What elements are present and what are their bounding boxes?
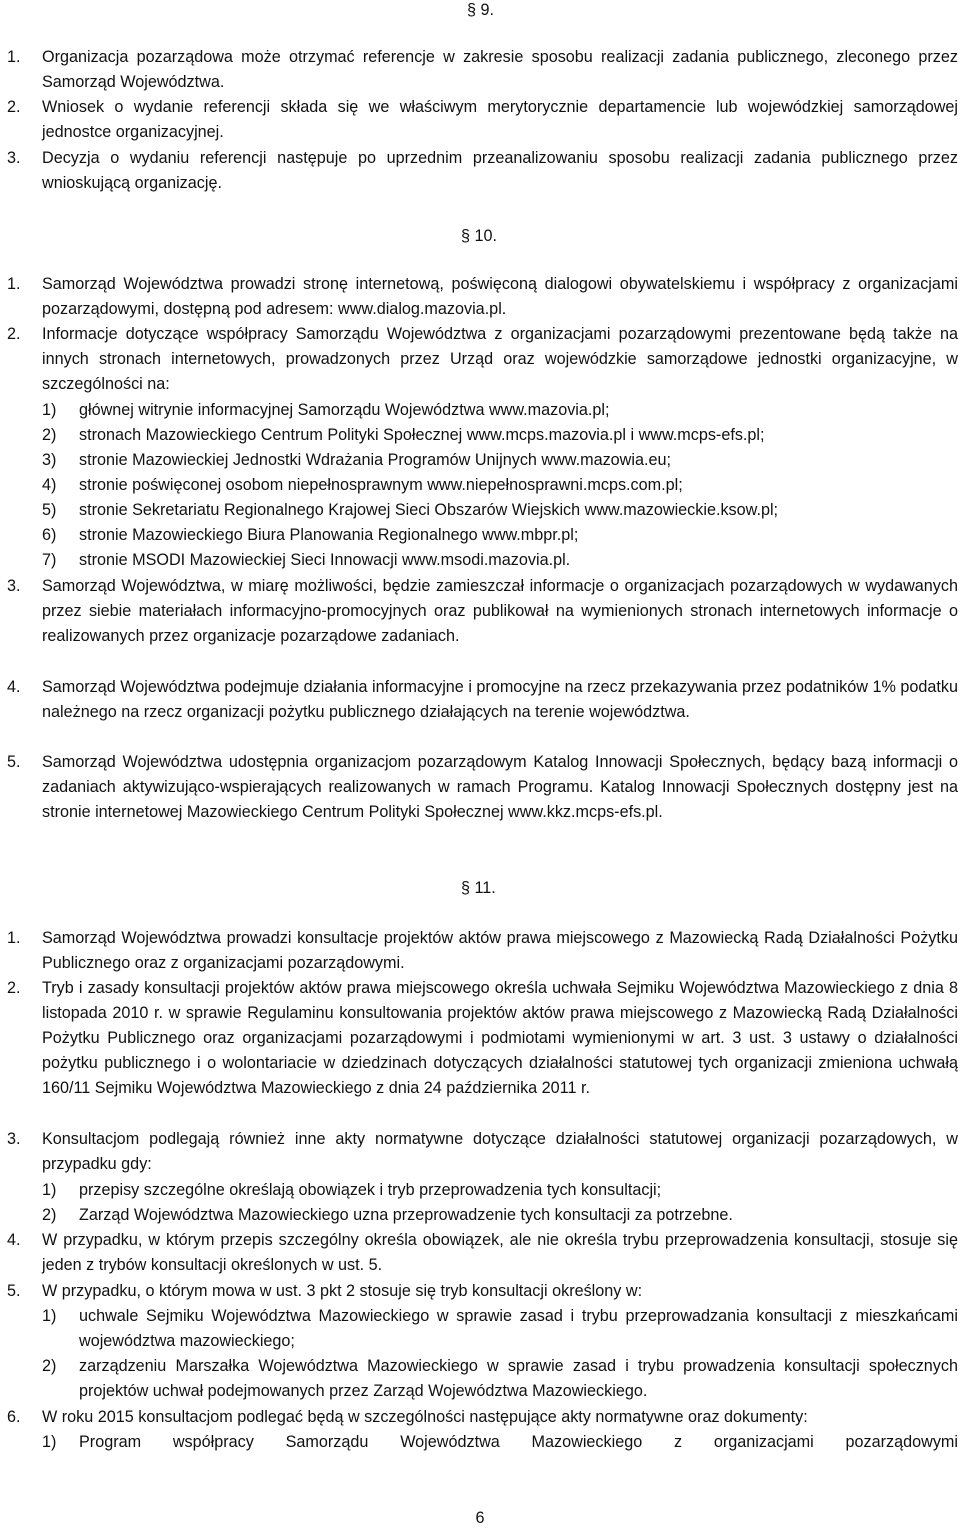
item-text: Decyzja o wydaniu referencji następuje po uprzednim przeanalizowaniu sposobu realizacji zadania publicznego przez wnioskującą organizację. xyxy=(42,149,958,192)
item-number: 2. xyxy=(7,979,21,997)
item-number: 3. xyxy=(7,577,21,595)
sub-item-number: 3) xyxy=(42,451,57,469)
sub-item-text: Program współpracy Samorządu Województwa Mazowieckiego z organizacjami pozarządowymi xyxy=(79,1433,958,1451)
sub-item-text: głównej witrynie informacyjnej Samorządu Województwa www.mazovia.pl; xyxy=(79,401,610,419)
sub-item-number: 1) xyxy=(42,1433,57,1451)
sub-item-number: 5) xyxy=(42,501,57,519)
sub-item-text: stronie MSODI Mazowieckiej Sieci Innowacji www.msodi.mazovia.pl. xyxy=(79,551,571,569)
sub-item-text: stronach Mazowieckiego Centrum Polityki Społecznej www.mcps.mazovia.pl i www.mcps-efs.pl; xyxy=(79,426,765,444)
sub-item-text: przepisy szczególne określają obowiązek i tryb przeprowadzenia tych konsultacji; xyxy=(79,1181,662,1199)
item-number: 3. xyxy=(7,1130,21,1148)
item-text: Wniosek o wydanie referencji składa się we właściwym merytorycznie departamencie lub wojewódzkiej samorządowej jednostce organizacyjnej. xyxy=(42,98,958,141)
item-number: 1. xyxy=(7,275,21,293)
sub-item-number: 2) xyxy=(42,426,57,444)
sub-item-text: stronie Mazowieckiego Biura Planowania Regionalnego www.mbpr.pl; xyxy=(79,526,579,544)
item-number: 4. xyxy=(7,1231,21,1249)
sub-item-number: 7) xyxy=(42,551,57,569)
sub-item-text: uchwale Sejmiku Województwa Mazowieckiego w sprawie zasad i trybu przeprowadzania konsultacji z mieszkańcami województwa mazowieckiego; xyxy=(79,1307,958,1350)
sub-item-number: 1) xyxy=(42,1307,57,1325)
item-text: Konsultacjom podlegają również inne akty normatywne dotyczące działalności statutowej organizacji pozarządowych, w przypadku gdy: xyxy=(42,1130,958,1173)
item-text: W roku 2015 konsultacjom podlegać będą w szczególności następujące akty normatywne oraz dokumenty: xyxy=(42,1408,808,1426)
item-number: 6. xyxy=(7,1408,21,1426)
item-text: Samorząd Województwa podejmuje działania informacyjne i promocyjne na rzecz przekazywania przez podatników 1% podatku należnego na rzecz organizacji pożytku publicznego działających na terenie województwa. xyxy=(42,678,958,721)
item-text: Samorząd Województwa prowadzi stronę internetową, poświęconą dialogowi obywatelskiemu i współpracy z organizacjami pozarządowymi, dostępną pod adresem: www.dialog.mazovia.pl. xyxy=(42,275,958,318)
item-text: Organizacja pozarządowa może otrzymać referencje w zakresie sposobu realizacji zadania publicznego, zleconego przez Samorząd Województwa. xyxy=(42,48,958,91)
sub-item-number: 2) xyxy=(42,1206,57,1224)
item-number: 5. xyxy=(7,753,21,771)
section-heading-10: § 10. xyxy=(461,227,498,245)
sub-item-number: 1) xyxy=(42,401,57,419)
sub-item-text: stronie Mazowieckiej Jednostki Wdrażania Programów Unijnych www.mazowia.eu; xyxy=(79,451,671,469)
section-heading-11: § 11. xyxy=(461,879,496,897)
item-number: 2. xyxy=(7,325,21,343)
sub-item-number: 4) xyxy=(42,476,57,494)
item-text: Tryb i zasady konsultacji projektów aktów prawa miejscowego określa uchwała Sejmiku Województwa Mazowieckiego z dnia 8 listopada 2010 r. w sprawie Regulaminu konsultowania projektów aktów prawa miejscowego z Mazowiecką Radą Działalności Pożytku Publicznego oraz organizacjami pozarządowymi i podmiotami wymienionymi w art. 3 ust. 3 ustawy o działalności pożytku publicznego i o wolontariacie w dziedzinach dotyczących działalności statutowej tych organizacji zmieniona uchwałą 160/11 Sejmiku Województwa Mazowieckiego z dnia 24 października 2011 r. xyxy=(42,979,958,1097)
sub-item-text: stronie poświęconej osobom niepełnosprawnym www.niepełnosprawni.mcps.com.pl; xyxy=(79,476,683,494)
sub-item-number: 1) xyxy=(42,1181,57,1199)
item-text: Samorząd Województwa udostępnia organizacjom pozarządowym Katalog Innowacji Społecznych, będący bazą informacji o zadaniach aktywizująco-wspierających realizowanych w ramach Programu. Katalog Innowacji Społecznych dostępny jest na stronie internetowej Mazowieckiego Centrum Polityki Społecznej www.kkz.mcps-efs.pl. xyxy=(42,753,958,821)
sub-item-text: zarządzeniu Marszałka Województwa Mazowieckiego w sprawie zasad i trybu prowadzenia konsultacji społecznych projektów uchwał podejmowanych przez Zarząd Województwa Mazowieckiego. xyxy=(79,1357,958,1400)
item-number: 1. xyxy=(7,929,21,947)
item-number: 4. xyxy=(7,678,21,696)
item-number: 3. xyxy=(7,149,21,167)
item-text: Samorząd Województwa prowadzi konsultacje projektów aktów prawa miejscowego z Mazowiecką Radą Działalności Pożytku Publicznego oraz z organizacjami pozarządowymi. xyxy=(42,929,958,972)
sub-item-text: Zarząd Województwa Mazowieckiego uzna przeprowadzenie tych konsultacji za potrzebne. xyxy=(79,1206,733,1224)
item-number: 2. xyxy=(7,98,21,116)
sub-item-number: 6) xyxy=(42,526,57,544)
section-heading-9: § 9. xyxy=(467,1,495,19)
item-number: 1. xyxy=(7,48,21,66)
sub-item-text: stronie Sekretariatu Regionalnego Krajowej Sieci Obszarów Wiejskich www.mazowieckie.ksow.pl; xyxy=(79,501,779,519)
item-number: 5. xyxy=(7,1282,21,1300)
item-text: Samorząd Województwa, w miarę możliwości, będzie zamieszczał informacje o organizacjach pozarządowych w wydawanych przez siebie materiałach informacyjno-promocyjnych oraz publikował na wymienionych stronach internetowych informacje o realizowanych przez organizacje pozarządowe zadaniach. xyxy=(42,577,958,645)
page-number: 6 xyxy=(475,1509,485,1527)
item-text: W przypadku, o którym mowa w ust. 3 pkt 2 stosuje się tryb konsultacji określony w: xyxy=(42,1282,643,1300)
sub-item-number: 2) xyxy=(42,1357,57,1375)
item-text: W przypadku, w którym przepis szczególny określa obowiązek, ale nie określa trybu przeprowadzenia konsultacji, stosuje się jeden z trybów konsultacji określonych w ust. 5. xyxy=(42,1231,958,1274)
item-text: Informacje dotyczące współpracy Samorządu Województwa z organizacjami pozarządowymi prezentowane będą także na innych stronach internetowych, prowadzonych przez Urząd oraz wojewódzkie samorządowe jednostki organizacyjne, w szczególności na: xyxy=(42,325,958,393)
